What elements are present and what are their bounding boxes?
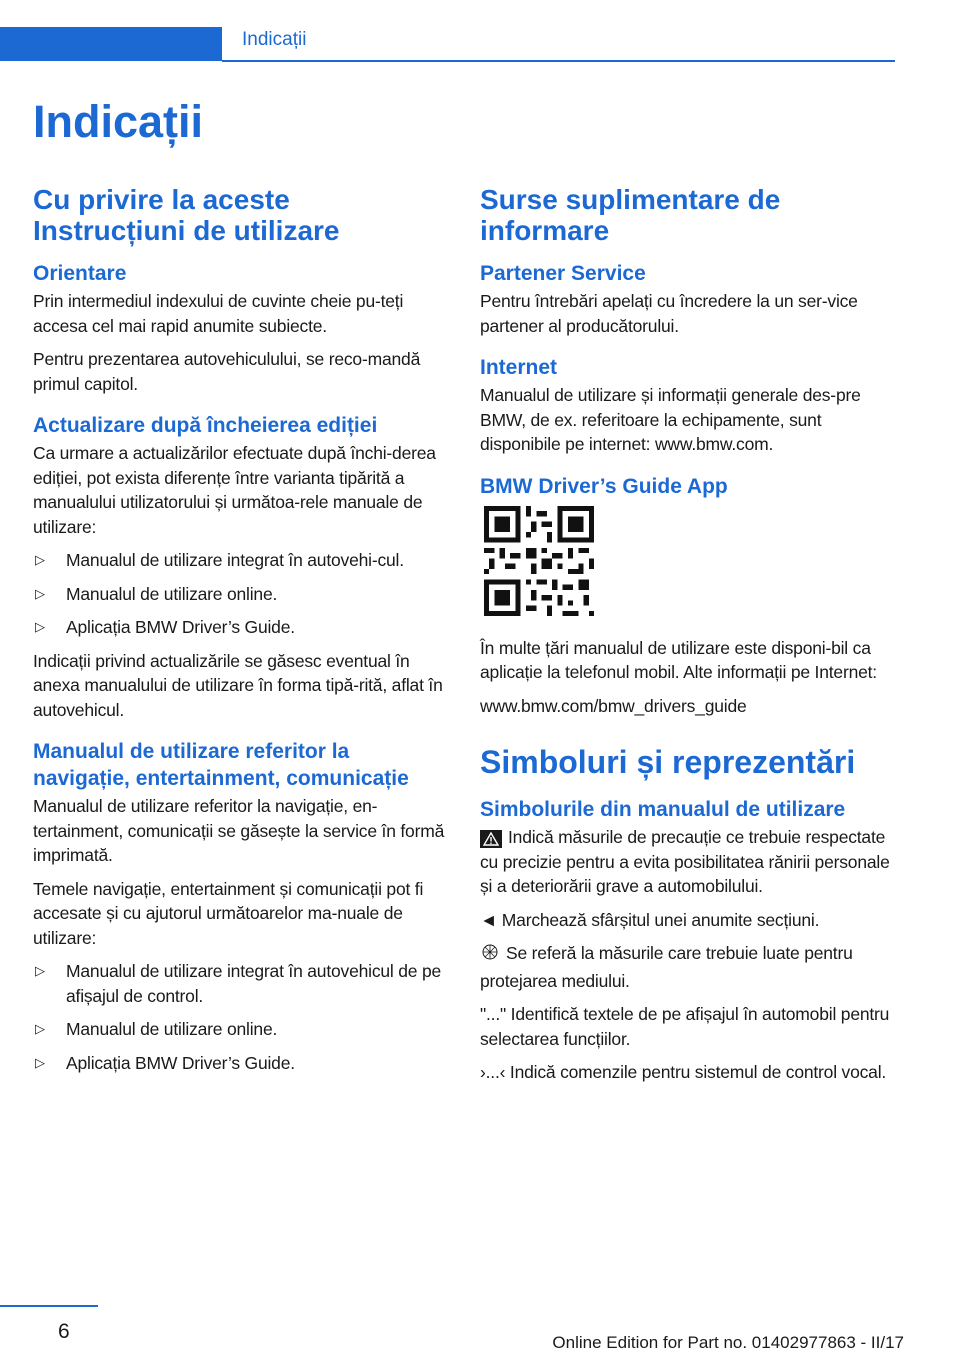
orientare-paragraph-2: Pentru prezentarea autovehiculului, se reco-mandă primul capitol. — [33, 349, 421, 394]
actualizare-title: Actualizare după încheierea ediției — [33, 414, 378, 437]
page-number: 6 — [58, 1320, 70, 1343]
right-column — [480, 184, 896, 1094]
orientare-paragraph-1: Prin intermediul indexului de cuvinte cheie pu-tеți accesa cel mai rapid anumite subiecte. — [33, 291, 404, 336]
left-column — [33, 184, 449, 1091]
navigatie-list — [33, 959, 449, 1075]
partener-paragraph: Pentru întrebări apelați cu încredere la un ser-vice partener al producătorului. — [480, 291, 858, 336]
navigatie-paragraph-1: Manualul de utilizare referitor la navigație, en-tertainment, comunicații se găsește la service în formă imprimată. — [33, 796, 445, 865]
simboluri-subtitle: Simbolurile din manualul de utilizare — [480, 798, 846, 821]
header-accent-block — [0, 27, 222, 61]
warning-symbol-paragraph: Indică măsurile de precauție ce trebuie respectate cu precizie pentru a evita posibilitatea rănirii personale și a deteriorării grave a automobilului. — [480, 827, 890, 896]
navigatie-title: Manualul de utilizare referitor la navigație, entertainment, comunicație — [33, 740, 409, 790]
app-paragraph: În multe țări manualul de utilizare este disponi-bil ca aplicație la telefonul mobil. Alte informații pe Internet: — [480, 637, 877, 682]
navigatie-section — [33, 738, 449, 1075]
section-title-instructions: Cu privire la aceste Instrucțiuni de utilizare — [33, 184, 340, 246]
app-section — [480, 473, 896, 719]
footer-rule — [0, 1305, 98, 1307]
actualizare-paragraph-1: Ca urmare a actualizărilor efectuate după închi-derea ediției, pot exista diferențe între varianta tipărită a manualului utilizatorului și următoa-rele manuale de utilizare: — [33, 443, 436, 537]
bullet-triangle-icon: ▷ — [35, 585, 45, 601]
qr-code-icon[interactable] — [484, 506, 594, 616]
list-item: ▷ Manualul de utilizare online. — [33, 1017, 449, 1042]
partener-section — [480, 260, 896, 338]
internet-section — [480, 354, 896, 457]
page-title: Indicații — [33, 96, 204, 147]
list-item: ▷ Aplicația BMW Driver’s Guide. — [33, 615, 449, 640]
app-title: BMW Driver’s Guide App — [480, 474, 728, 498]
running-head: Indicații — [242, 29, 307, 50]
section-title-sources: Surse suplimentare de informare — [480, 184, 781, 246]
list-item: ▷ Manualul de utilizare integrat în autovehi-cul. — [33, 548, 449, 573]
internet-title: Internet — [480, 356, 558, 379]
warning-triangle-icon — [480, 830, 502, 848]
environment-symbol-paragraph: Se referă la măsurile care trebuie luate pentru protejarea mediului. — [480, 943, 853, 991]
actualizare-list — [33, 548, 449, 640]
voice-command-paragraph: ›...‹ Indică comenzile pentru sistemul de control vocal. — [480, 1062, 887, 1082]
end-marker-paragraph: ◄ Marchează sfârșitul unei anumite secțiuni. — [480, 909, 820, 930]
bullet-triangle-icon: ▷ — [35, 963, 45, 978]
edition-footer: Online Edition for Part no. 01402977863 - II/17 — [552, 1333, 904, 1352]
orientare-section — [33, 260, 449, 396]
bullet-triangle-icon: ▷ — [35, 1021, 45, 1036]
app-url: www.bmw.com/bmw_drivers_guide — [480, 695, 747, 716]
internet-paragraph: Manualul de utilizare și informații generale des-pre BMW, de ex. referitoare la echipamente, sunt disponibile pe internet: www.bmw.com. — [480, 385, 861, 454]
partener-title: Partener Service — [480, 262, 646, 285]
orientare-title: Orientare — [33, 262, 127, 285]
navigatie-paragraph-2: Temele navigație, entertainment și comunicații pot fi accesate și cu ajutorul următoarelor ma-nuale de utilizare: — [33, 878, 424, 948]
list-item: ▷ Aplicația BMW Driver’s Guide. — [33, 1051, 449, 1076]
display-text-paragraph: "..." Identifică textele de pe afișajul în automobil pentru selectarea funcțiilor. — [480, 1004, 890, 1049]
actualizare-paragraph-2: Indicații privind actualizările se găsesc eventual în anexa manualului de utilizare în forma tipă-rită, aflat în autovehicul. — [33, 650, 443, 720]
environment-icon — [480, 942, 500, 969]
simboluri-title: Simboluri și reprezentări — [480, 744, 856, 780]
list-item: ▷ Manualul de utilizare online. — [33, 582, 449, 607]
list-item: ▷ Manualul de utilizare integrat în autovehicul de pe afișajul de control. — [35, 961, 442, 1006]
bullet-triangle-icon: ▷ — [35, 1054, 45, 1070]
bullet-triangle-icon: ▷ — [35, 552, 45, 567]
bullet-triangle-icon: ▷ — [35, 619, 45, 634]
actualizare-section — [33, 412, 449, 722]
header-rule — [222, 60, 895, 62]
